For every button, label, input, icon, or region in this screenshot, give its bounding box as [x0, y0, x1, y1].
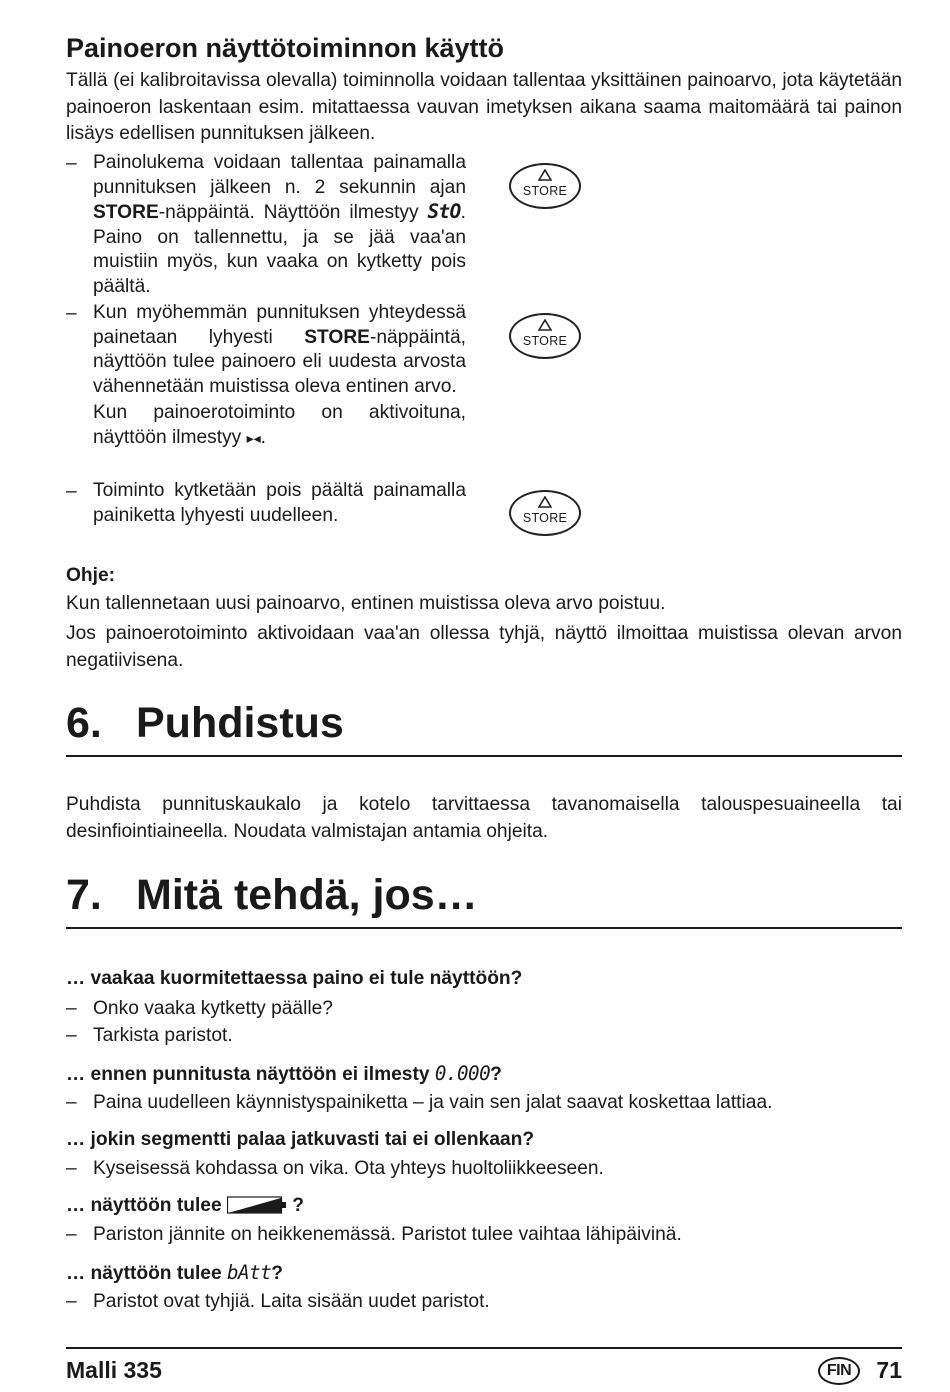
store-button-label: STORE — [522, 334, 568, 348]
faq-question: … jokin segmentti palaa jatkuvasti tai ei ollenkaan? — [66, 1129, 535, 1150]
store-button-label: STORE — [522, 184, 568, 198]
list-item-text: Toiminto kytketään pois päältä painamalla painiketta lyhyesti uudelleen. — [93, 480, 466, 526]
store-key-name: STORE — [93, 202, 159, 224]
list-item-text: Painolukema voidaan tallentaa painamalla punnituksen jälkeen n. 2 sekunnin ajan STORE-näppäintä. Näyttöön ilmestyy StO. Paino on tallennettu, ja se jää vaa'an muistiin myös, kun vaaka on kytketty pois päältä. — [93, 152, 466, 297]
list-item-text: Kun myöhemmän punnituksen yhteydessä painetaan lyhyesti STORE-näppäintä, näyttöön tulee painoero eli uudesta arvosta vähennetään muistissa oleva entinen arvo. — [93, 302, 466, 397]
faq-question: … ennen punnitusta näyttöön ei ilmesty 0.000? — [66, 1062, 502, 1085]
note-heading: Ohje: — [66, 565, 116, 586]
list-item — [66, 479, 466, 528]
section-6-title: 6. Puhdistus — [66, 699, 344, 747]
difference-symbol: ▸◂ — [246, 429, 261, 446]
footer-divider — [66, 1347, 902, 1349]
lcd-store-readout: StO — [427, 200, 461, 224]
store-key-name: STORE — [304, 326, 370, 348]
faq-answer: – Tarkista paristot. — [66, 1025, 233, 1046]
lcd-batt-readout: bAtt — [226, 1261, 272, 1284]
battery-low-icon — [227, 1196, 287, 1214]
faq-answer: – Paina uudelleen käynnistyspainiketta – ja vain sen jalat saavat koskettaa lattiaa. — [66, 1092, 773, 1113]
list-item-continuation: Kun painoerotoiminto on aktivoituna, näyttöön ilmestyy ▸◂. — [93, 402, 466, 448]
faq-answer: – Onko vaaka kytketty päälle? — [66, 998, 333, 1019]
store-button-label: STORE — [522, 511, 568, 525]
page-number: 71 — [876, 1357, 902, 1383]
triangle-up-icon — [538, 496, 552, 508]
faq-answer: – Paristot ovat tyhjiä. Laita sisään uudet paristot. — [66, 1291, 490, 1312]
note-paragraph: Jos painoerotoiminto aktivoidaan vaa'an ollessa tyhjä, näyttö ilmoittaa muistissa olevan arvon negatiivisena. — [66, 623, 902, 671]
list-dash: – — [66, 481, 77, 502]
store-button-illustration — [509, 490, 581, 536]
section-6-paragraph: Puhdista punnituskaukalo ja kotelo tarvittaessa tavanomaisella talouspesuaineella tai desinfiointiaineella. Noudata valmistajan antamia ohjeita. — [66, 794, 902, 842]
list-item — [66, 151, 466, 300]
list-dash: – — [66, 303, 77, 324]
triangle-up-icon — [538, 319, 552, 331]
lcd-zero-readout: 0.000 — [434, 1062, 491, 1085]
intro-paragraph: Tällä (ei kalibroitavissa olevalla) toiminnolla voidaan tallentaa yksittäinen painoarvo, jota käytetään painoeron laskentaan esim. mitattaessa vauvan imetyksen aikana saama maitomäärä tai painon lisäys edellisen punnituksen jälkeen. — [66, 70, 902, 144]
language-badge: FIN — [818, 1357, 860, 1385]
faq-answer: – Kyseisessä kohdassa on vika. Ota yhteys huoltoliikkeeseen. — [66, 1158, 604, 1179]
footer-model: Malli 335 — [66, 1357, 162, 1383]
triangle-up-icon — [538, 169, 552, 181]
faq-question: … vaakaa kuormitettaessa paino ei tule näyttöön? — [66, 968, 523, 989]
list-dash: – — [66, 153, 77, 174]
section-7-title: 7. Mitä tehdä, jos… — [66, 871, 478, 919]
note-paragraph: Kun tallennetaan uusi painoarvo, entinen muistissa oleva arvo poistuu. — [66, 593, 666, 614]
faq-question: … näyttöön tulee bAtt? — [66, 1261, 283, 1284]
section-heading: Painoeron näyttötoiminnon käyttö — [66, 33, 505, 63]
faq-answer: – Pariston jännite on heikkenemässä. Paristot tulee vaihtaa lähipäivinä. — [66, 1224, 682, 1245]
section-divider — [66, 755, 902, 757]
list-item — [66, 301, 466, 451]
store-button-illustration — [509, 163, 581, 209]
faq-question: … näyttöön tulee ? — [66, 1195, 305, 1216]
store-button-illustration — [509, 313, 581, 359]
section-divider — [66, 927, 902, 929]
